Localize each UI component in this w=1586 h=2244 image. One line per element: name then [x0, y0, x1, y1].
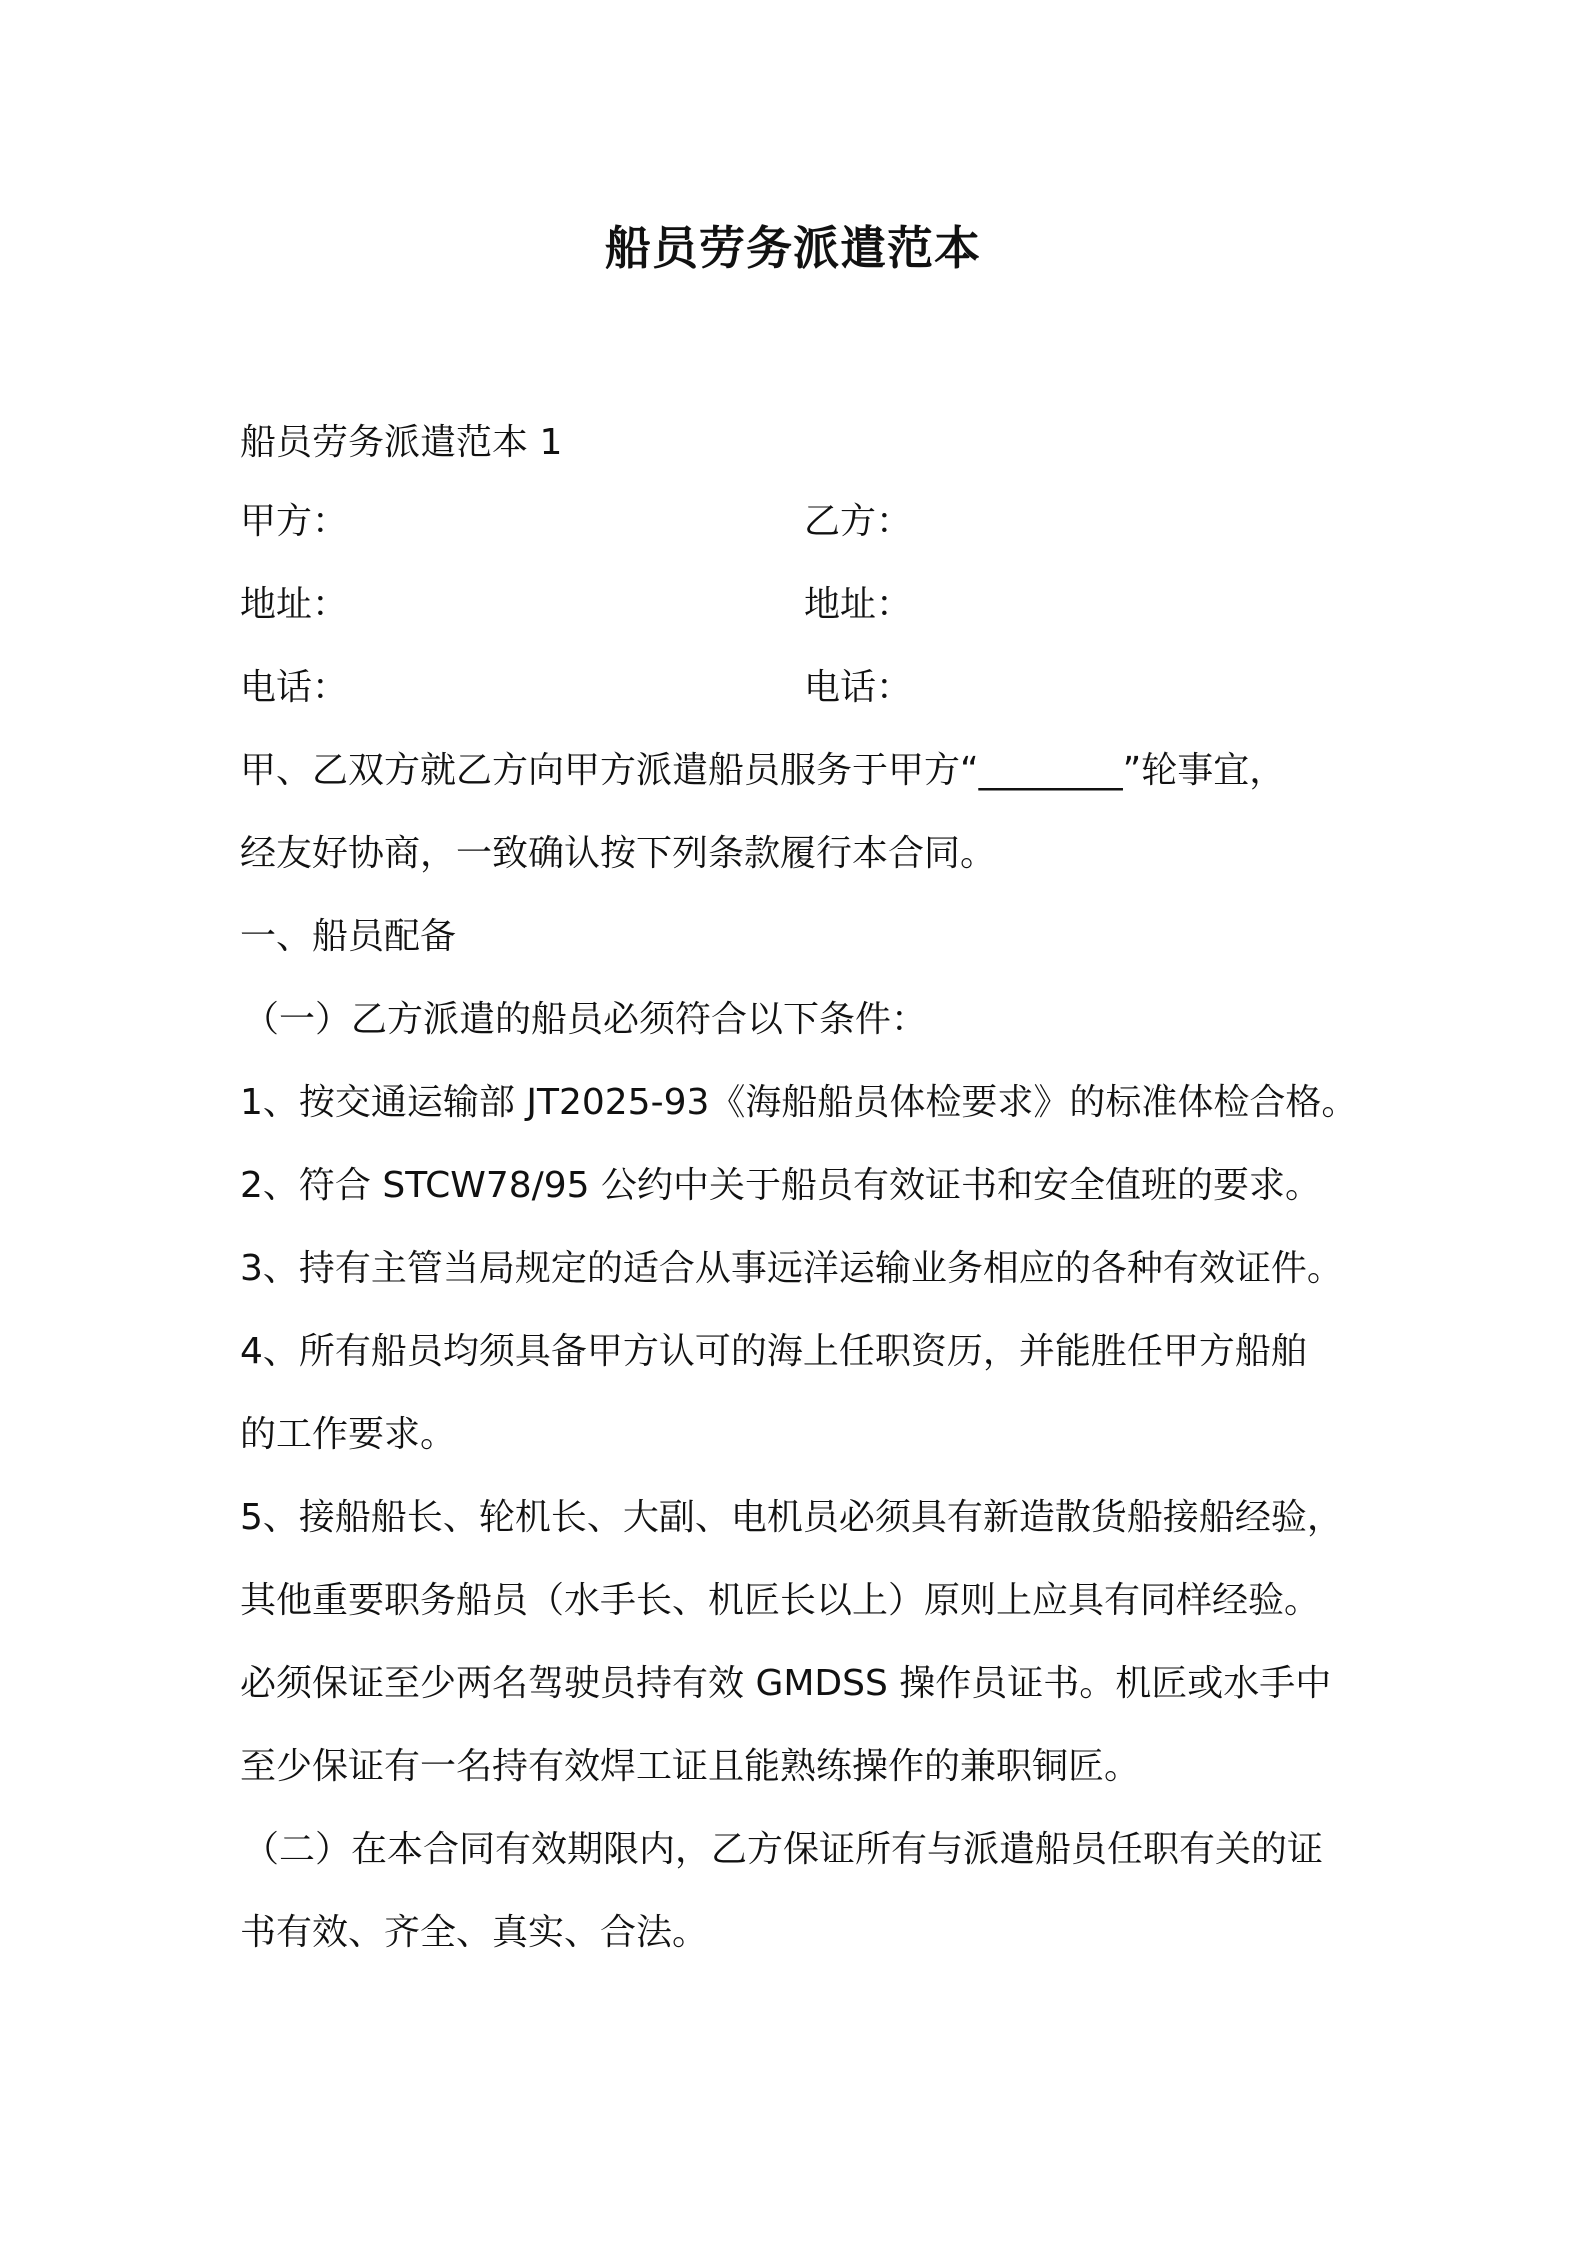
section-1-heading: 一、船员配备	[240, 916, 457, 957]
item-5-line-1: 5、接船船长、轮机长、大副、电机员必须具有新造散货船接船经验，	[240, 1497, 1343, 1538]
item-5-line-3: 必须保证至少两名驾驶员持有效 GMDSS 操作员证书。机匠或水手中	[240, 1663, 1332, 1704]
item-4-line-2: 的工作要求。	[240, 1414, 457, 1455]
item-5-line-2: 其他重要职务船员（水手长、机匠长以上）原则上应具有同样经验。	[240, 1580, 1321, 1621]
document-title: 船员劳务派遣范本	[605, 221, 981, 275]
item-2: 2、符合 STCW78/95 公约中关于船员有效证书和安全值班的要求。	[240, 1165, 1322, 1206]
item-4-line-1: 4、所有船员均须具备甲方认可的海上任职资历，并能胜任甲方船舶	[240, 1331, 1307, 1372]
party-a-address-label: 地址：	[240, 584, 349, 625]
item-1: 1、按交通运输部 JT2025-93《海船船员体检要求》的标准体检合格。	[240, 1082, 1358, 1123]
intro-line-2: 经友好协商，一致确认按下列条款履行本合同。	[240, 833, 997, 874]
subsection-1-heading: （一）乙方派遣的船员必须符合以下条件：	[243, 999, 928, 1040]
party-b-phone-label: 电话：	[804, 667, 913, 708]
party-a-phone-label: 电话：	[240, 667, 349, 708]
document-subtitle: 船员劳务派遣范本 1	[240, 422, 563, 463]
intro-line-1: 甲、乙双方就乙方向甲方派遣船员服务于甲方“________”轮事宜，	[240, 750, 1286, 791]
item-3: 3、持有主管当局规定的适合从事远洋运输业务相应的各种有效证件。	[240, 1248, 1343, 1289]
party-b-address-label: 地址：	[804, 584, 913, 625]
party-a-name-label: 甲方：	[240, 501, 349, 542]
party-b-name-label: 乙方：	[804, 501, 913, 542]
item-5-line-4: 至少保证有一名持有效焊工证且能熟练操作的兼职铜匠。	[240, 1746, 1141, 1787]
subsection-2-line-2: 书有效、齐全、真实、合法。	[240, 1912, 709, 1953]
subsection-2-line-1: （二）在本合同有效期限内，乙方保证所有与派遣船员任职有关的证	[243, 1829, 1324, 1870]
